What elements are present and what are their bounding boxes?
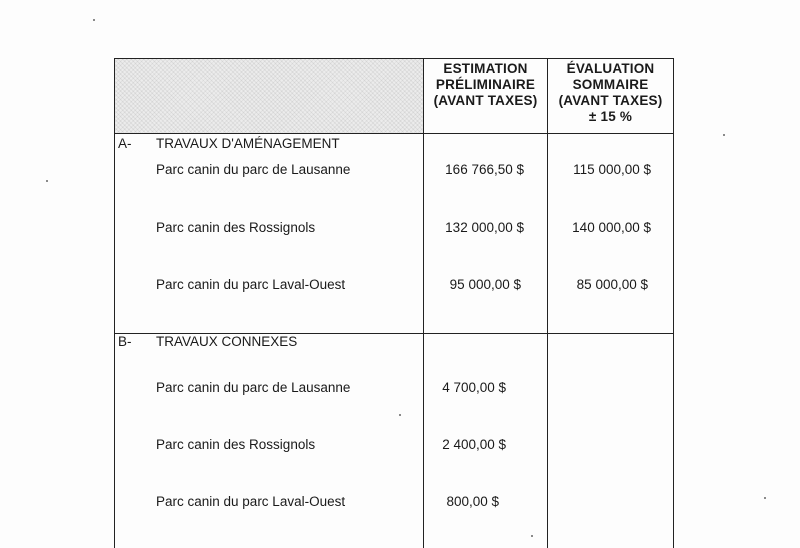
row-b1-label: Parc canin du parc de Lausanne bbox=[156, 380, 351, 395]
row-b2-label: Parc canin des Rossignols bbox=[156, 437, 316, 452]
row-b2-estimation: 2 400,00 $ bbox=[442, 437, 506, 452]
section-a-title: TRAVAUX D'AMÉNAGEMENT bbox=[156, 136, 340, 151]
scan-speck bbox=[723, 134, 725, 136]
table-left-border bbox=[114, 58, 115, 548]
table-top-border bbox=[114, 58, 674, 59]
header-estimation-line-3: (AVANT TAXES) bbox=[433, 93, 538, 108]
header-estimation-line-2: PRÉLIMINAIRE bbox=[435, 77, 536, 92]
scan-speck bbox=[399, 414, 401, 416]
section-b-title: TRAVAUX CONNEXES bbox=[156, 334, 298, 349]
scan-speck bbox=[93, 19, 95, 21]
header-blank-cell bbox=[115, 59, 423, 133]
header-bottom-border bbox=[114, 133, 674, 134]
row-b3-estimation: 800,00 $ bbox=[446, 494, 499, 509]
row-a3-evaluation: 85 000,00 $ bbox=[576, 277, 648, 292]
header-evaluation-line-4: ± 15 % bbox=[588, 109, 633, 124]
row-a1-label: Parc canin du parc de Lausanne bbox=[156, 162, 351, 177]
row-b1-estimation: 4 700,00 $ bbox=[442, 380, 506, 395]
header-evaluation-line-3: (AVANT TAXES) bbox=[558, 93, 663, 108]
row-a2-label: Parc canin des Rossignols bbox=[156, 220, 316, 235]
scan-speck bbox=[764, 497, 766, 499]
header-evaluation bbox=[548, 61, 673, 125]
row-a2-evaluation: 140 000,00 $ bbox=[572, 220, 651, 235]
scan-speck bbox=[46, 180, 48, 182]
row-a3-label: Parc canin du parc Laval-Ouest bbox=[156, 277, 346, 292]
row-a1-evaluation: 115 000,00 $ bbox=[573, 162, 651, 177]
table-right-border bbox=[673, 58, 674, 548]
header-estimation bbox=[424, 61, 547, 109]
row-b3-label: Parc canin du parc Laval-Ouest bbox=[156, 494, 346, 509]
header-evaluation-line-1: ÉVALUATION bbox=[566, 61, 655, 76]
section-a-letter: A- bbox=[118, 136, 132, 151]
row-a1-estimation: 166 766,50 $ bbox=[445, 162, 524, 177]
column-divider-2 bbox=[547, 58, 548, 548]
header-estimation-line-1: ESTIMATION bbox=[443, 61, 528, 76]
header-evaluation-line-2: SOMMAIRE bbox=[572, 77, 649, 92]
scan-speck bbox=[531, 535, 533, 537]
column-divider-1 bbox=[423, 58, 424, 548]
section-b-letter: B- bbox=[118, 334, 132, 349]
row-a3-estimation: 95 000,00 $ bbox=[449, 277, 521, 292]
row-a2-estimation: 132 000,00 $ bbox=[445, 220, 524, 235]
